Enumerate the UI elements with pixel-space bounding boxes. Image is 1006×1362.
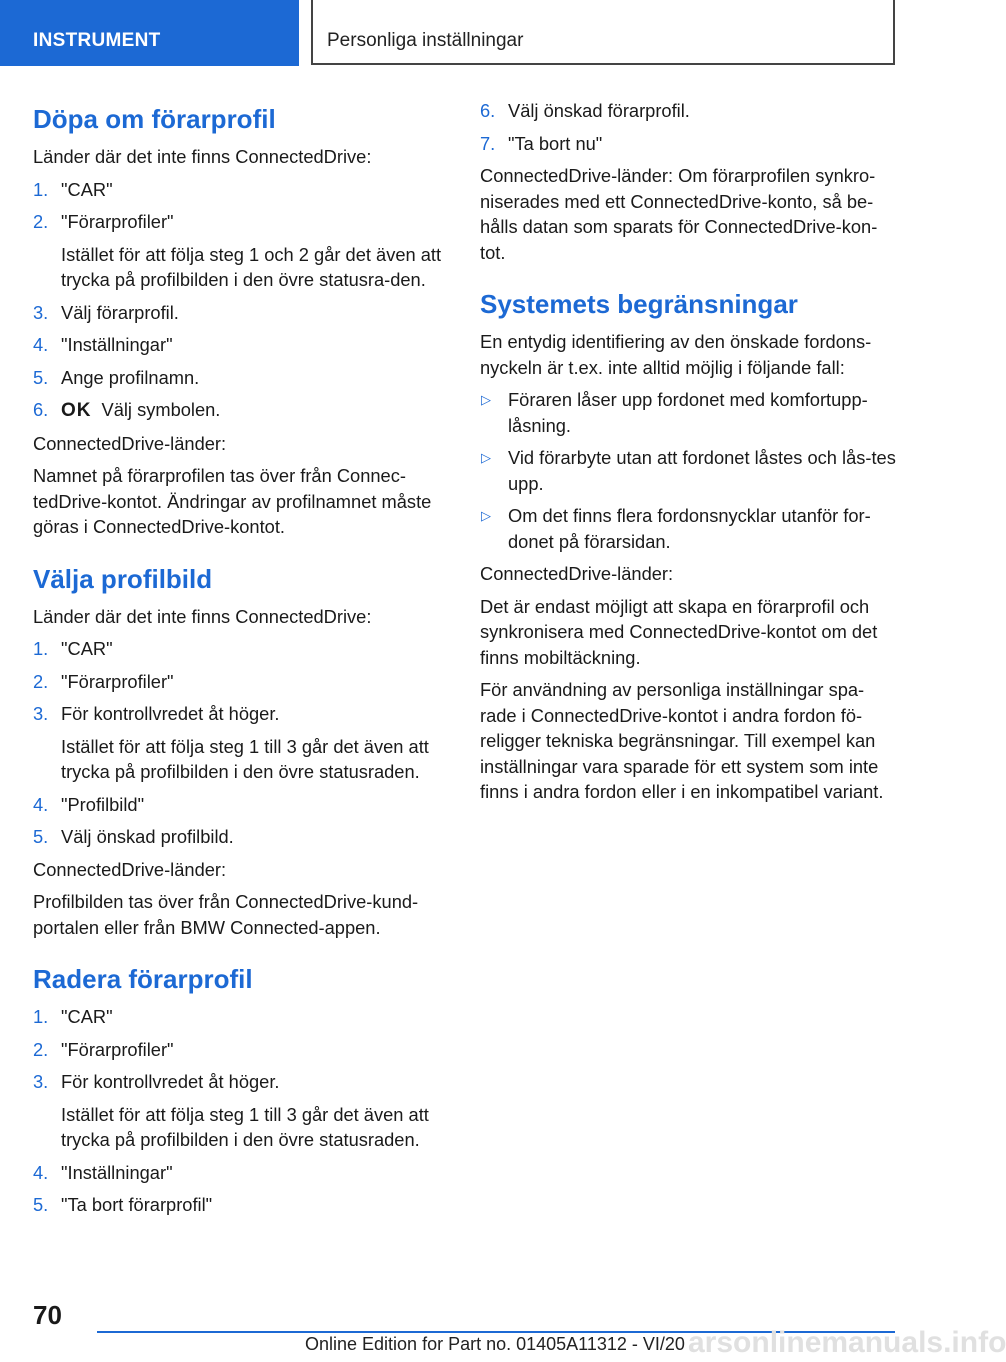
step-text: "CAR" [61, 1006, 113, 1027]
bullet-item [480, 387, 900, 438]
step-item [33, 669, 448, 695]
step-number: 1. [33, 178, 49, 200]
section-heading: Systemets begränsningar [480, 289, 798, 319]
bullet-list [480, 387, 900, 554]
step-item [33, 636, 448, 662]
step-text: "Förarprofiler" [61, 670, 174, 692]
page-number: 70 [33, 1300, 62, 1330]
step-text: Välj önskad profilbild. [61, 826, 234, 847]
step-text: "Inställningar" [61, 334, 173, 355]
page-header [0, 0, 960, 66]
left-column [33, 98, 448, 1225]
intro-text: Länder där det inte finns ConnectedDrive: [33, 146, 372, 167]
step-number: 1. [33, 1006, 49, 1027]
step-item [33, 332, 448, 358]
step-text: "Ta bort nu" [508, 132, 603, 154]
step-item [480, 131, 900, 157]
connecteddrive-text: För användning av personliga inställningar spa-rade i ConnectedDrive-kontot i andra fordon fö-religger tekniska begränsningar. Till exempel kan inställningar vara sparade för ett system som inte finns i andra fordon eller i en inkompatibel variant. [480, 679, 884, 802]
step-number: 4. [33, 334, 49, 355]
step-item [33, 177, 448, 203]
step-text: Välj önskad förarprofil. [508, 100, 690, 121]
step-number: 3. [33, 301, 49, 323]
step-number: 6. [33, 399, 49, 420]
step-note: Istället för att följa steg 1 och 2 går det även att trycka på profilbilden i den övre statusra-den. [61, 243, 442, 290]
step-item [33, 209, 448, 293]
connecteddrive-text: Det är endast möjligt att skapa en förarprofil och synkronisera med ConnectedDrive-kontot om det finns mobiltäckning. [480, 595, 878, 668]
section-tab: INSTRUMENT [0, 0, 299, 66]
step-text: För kontrollvredet åt höger. [61, 703, 280, 724]
step-text: "Inställningar" [61, 1161, 173, 1183]
bullet-item [480, 503, 900, 554]
step-note: Istället för att följa steg 1 till 3 går det även att trycka på profilbilden i den övre statusraden. [61, 1103, 429, 1150]
step-text: För kontrollvredet åt höger. [61, 1071, 280, 1092]
connecteddrive-label: ConnectedDrive-länder: [33, 858, 227, 880]
step-item [33, 1192, 448, 1218]
step-text: "CAR" [61, 638, 113, 659]
step-item [33, 1160, 448, 1186]
triangle-bullet-icon: ▷ [481, 450, 491, 465]
bullet-item [480, 445, 900, 496]
triangle-bullet-icon: ▷ [481, 392, 491, 407]
step-list [33, 636, 448, 850]
bullet-text: Vid förarbyte utan att fordonet låstes och lås-tes upp. [508, 447, 896, 494]
step-number: 7. [480, 132, 496, 154]
step-item [33, 365, 448, 391]
step-number: 4. [33, 1161, 49, 1183]
intro-text: Länder där det inte finns ConnectedDrive: [33, 605, 372, 627]
step-item [33, 300, 448, 326]
watermark: arsonlinemanuals.info [688, 1326, 1006, 1359]
step-text: "Förarprofiler" [61, 211, 174, 232]
step-item [33, 824, 448, 850]
step-text: Ange profilnamn. [61, 366, 200, 388]
step-text: "Profilbild" [61, 793, 145, 815]
intro-text: En entydig identifiering av den önskade fordons-nyckeln är t.ex. inte alltid möjlig i följande fall: [480, 331, 872, 378]
step-list [33, 177, 448, 424]
step-number: 1. [33, 638, 49, 659]
step-item [33, 792, 448, 818]
step-number: 2. [33, 211, 49, 232]
step-number: 4. [33, 793, 49, 815]
connecteddrive-label: ConnectedDrive-länder: [33, 432, 227, 454]
connecteddrive-text: Profilbilden tas över från ConnectedDrive-kund-portalen eller från BMW Connected-appen. [33, 891, 419, 938]
bullet-text: Föraren låser upp fordonet med komfortupp-låsning. [508, 389, 868, 436]
step-text: "Förarprofiler" [61, 1038, 174, 1060]
section-heading: Radera förarprofil [33, 964, 253, 994]
step-item [33, 701, 448, 785]
section-heading: Välja profilbild [33, 563, 213, 594]
connecteddrive-text: Namnet på förarprofilen tas över från Connec-tedDrive-kontot. Ändringar av profilnamnet måste göras i ConnectedDrive-kontot. [33, 465, 432, 537]
step-number: 2. [33, 1038, 49, 1060]
step-number: 2. [33, 670, 49, 692]
step-item [480, 98, 900, 124]
right-column [480, 98, 900, 812]
step-number: 3. [33, 703, 49, 724]
step-number: 6. [480, 100, 496, 121]
step-text: Välj symbolen. [101, 399, 221, 420]
step-number: 3. [33, 1071, 49, 1092]
step-number: 5. [33, 366, 49, 388]
step-text: "Ta bort förarprofil" [61, 1194, 213, 1215]
section-heading: Döpa om förarprofil [33, 104, 276, 134]
step-note: Istället för att följa steg 1 till 3 går det även att trycka på profilbilden i den övre statusraden. [61, 735, 429, 782]
connecteddrive-label: ConnectedDrive-länder: [480, 563, 674, 584]
ok-icon: OK [61, 400, 92, 421]
step-list [33, 1004, 448, 1218]
step-number: 5. [33, 826, 49, 847]
step-item [33, 1037, 448, 1063]
bullet-text: Om det finns flera fordonsnycklar utanför for-donet på förarsidan. [508, 505, 871, 552]
step-text: "CAR" [61, 178, 113, 200]
step-item [33, 1004, 448, 1030]
step-number: 5. [33, 1194, 49, 1215]
connecteddrive-text: ConnectedDrive-länder: Om förarprofilen synkro-niserades med ett ConnectedDrive-konto, så be-hålls datan som sparats för ConnectedDrive-kon-tot. [480, 165, 878, 263]
step-text: Välj förarprofil. [61, 301, 179, 323]
step-item [33, 397, 448, 424]
step-list [480, 98, 900, 156]
chapter-title: Personliga inställningar [311, 0, 895, 65]
edition-text: Online Edition for Part no. 01405A11312 - VI/20 [305, 1334, 685, 1354]
triangle-bullet-icon: ▷ [481, 508, 491, 523]
step-item [33, 1069, 448, 1153]
